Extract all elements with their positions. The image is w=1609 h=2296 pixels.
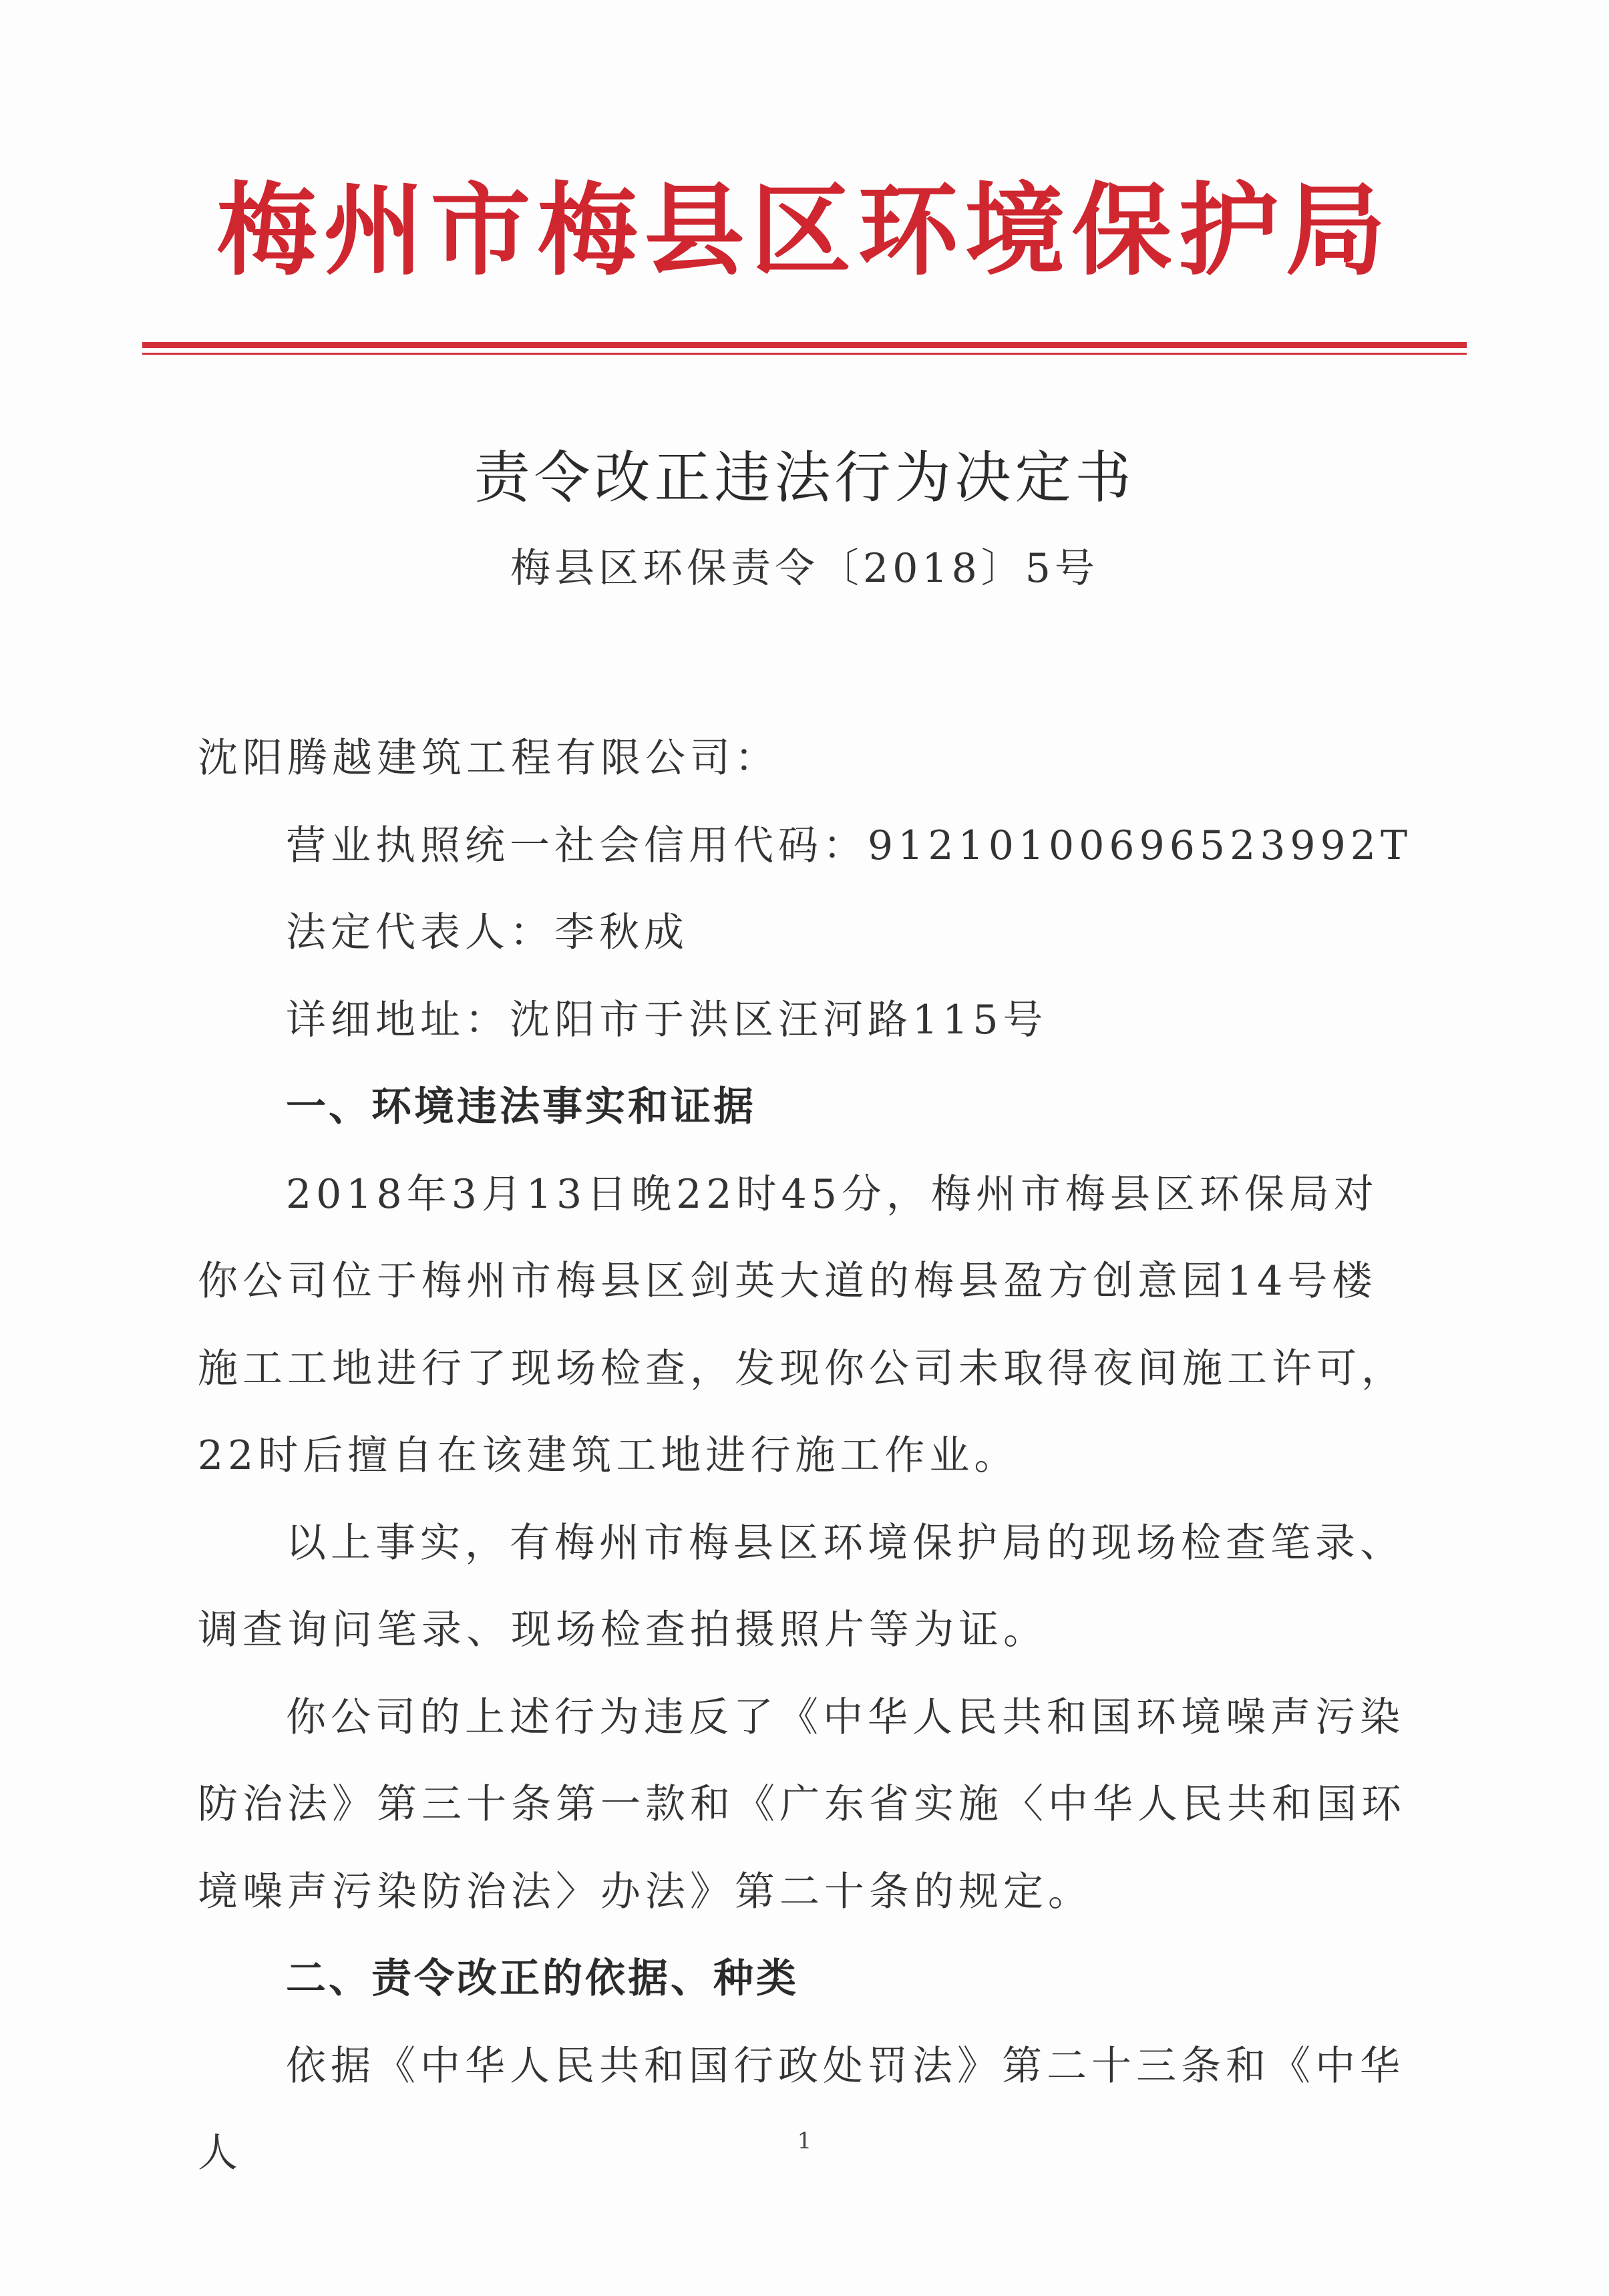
document-title: 责令改正违法行为决定书: [474, 445, 1135, 510]
recipient-credit-code: 营业执照统一社会信用代码：91210100696523992T: [286, 822, 1412, 869]
letterhead-rule-thick: [142, 342, 1467, 348]
recipient-name: 沈阳腾越建筑工程有限公司：: [198, 735, 779, 782]
section-heading-facts: 一、环境违法事实和证据: [286, 1084, 756, 1130]
recipient-address: 详细地址：沈阳市于洪区汪河路115号: [286, 996, 1048, 1043]
section-heading-basis: 二、责令改正的依据、种类: [286, 1955, 799, 2002]
evidence-paragraph: 以上事实，有梅州市梅县区环境保护局的现场检查笔录、调查询问笔录、现场检查拍摄照片等为证。: [198, 1519, 1405, 1653]
document-number: 梅县区环保责令〔2018〕5号: [510, 545, 1099, 592]
document-body: [198, 715, 1413, 2197]
facts-paragraph: 2018年3月13日晚22时45分，梅州市梅县区环保局对你公司位于梅州市梅县区剑英大道的梅县盈方创意园14号楼施工工地进行了现场检查，发现你公司未取得夜间施工许可，22时后擅自在该建筑工地进行施工作业。: [198, 1170, 1406, 1479]
agency-letterhead: 梅州市梅县区环境保护局: [216, 172, 1393, 289]
page-number: 1: [797, 2128, 812, 2154]
basis-paragraph: 依据《中华人民共和国行政处罚法》第二十三条和《中华人: [198, 2042, 1405, 2176]
violation-paragraph: 你公司的上述行为违反了《中华人民共和国环境噪声污染防治法》第三十条第一款和《广东省实施〈中华人民共和国环境噪声污染防治法〉办法》第二十条的规定。: [198, 1693, 1406, 1915]
letterhead-rule-thin: [142, 353, 1467, 355]
recipient-legal-rep: 法定代表人：李秋成: [286, 909, 689, 956]
